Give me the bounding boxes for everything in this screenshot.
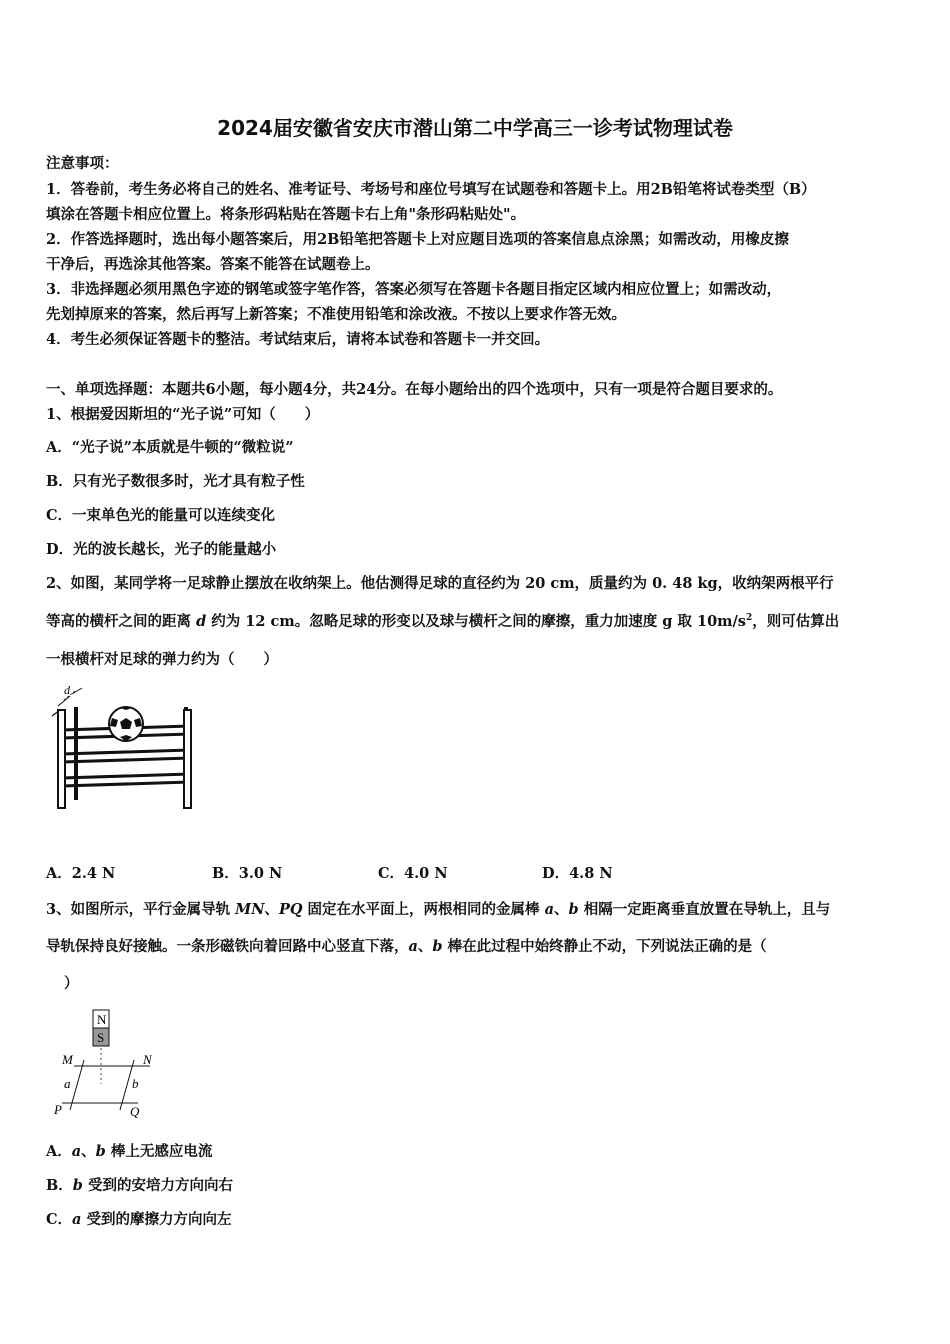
section-heading: 一、单项选择题：本题共6小题，每小题4分，共24分。在每小题给出的四个选项中，只有一项是符合题目要求的。 [46, 381, 783, 398]
q2-text: ，则可估算出 [752, 613, 840, 630]
dimension-tick [58, 696, 70, 706]
q3-option-var: b [95, 1143, 106, 1160]
q3-text: 、 [554, 901, 569, 918]
shoe-rack-figure [48, 682, 198, 814]
notice-heading: 注意事项： [46, 155, 119, 172]
q3-var-mn: MN [235, 901, 265, 918]
notice-line: 先划掉原来的答案，然后再写上新答案；不准使用铅笔和涂改液。不按以上要求作答无效。 [46, 306, 626, 323]
q3-text: 导轨保持良好接触。一条形磁铁向着回路中心竖直下落， [46, 938, 409, 955]
q2-option-a: A．2.4 N [46, 865, 116, 882]
q2-stem-line3: 一根横杆对足球的弹力约为（ ） [46, 651, 278, 668]
q3-option-b [46, 1174, 233, 1195]
q3-option-var: a [72, 1211, 82, 1228]
notice-line: 1．答卷前，考生务必将自己的姓名、准考证号、考场号和座位号填写在试题卷和答题卡上。用2B铅笔将试卷类型（B） [46, 181, 816, 198]
rack-front-right-post [184, 710, 191, 808]
q2-option-b: B．3.0 N [212, 865, 283, 882]
label-q: Q [130, 1104, 140, 1119]
notice-line: 填涂在答题卡相应位置上。将条形码粘贴在答题卡右上角"条形码粘贴处"。 [46, 206, 526, 223]
q3-option-text: C． [46, 1211, 73, 1228]
q3-text: 、 [264, 901, 279, 918]
q3-option-text: 、 [81, 1143, 96, 1160]
rail-magnet-figure [50, 1008, 170, 1120]
notice-line: 2．作答选择题时，选出每小题答案后，用2B铅笔把答题卡上对应题目选项的答案信息点涂黑；如需改动，用橡皮擦 [46, 231, 789, 248]
q3-option-text: 受到的摩擦力方向向左 [81, 1211, 232, 1228]
q3-var-b: b [432, 938, 443, 955]
q3-text: 棒在此过程中始终静止不动，下列说法正确的是（ [442, 938, 767, 955]
q2-variable-d: d [196, 613, 207, 630]
label-m: M [62, 1052, 73, 1067]
q1-option-d: D．光的波长越长，光子的能量越小 [46, 541, 277, 558]
q3-option-text: 棒上无感应电流 [105, 1143, 213, 1160]
notice-line: 4．考生必须保证答题卡的整洁。考试结束后，请将本试卷和答题卡一并交回。 [46, 331, 550, 348]
q3-option-var: b [72, 1177, 83, 1194]
label-b: b [132, 1076, 139, 1091]
label-a: a [64, 1076, 71, 1091]
q2-superscript: 2 [745, 613, 753, 624]
q1-option-b: B．只有光子数很多时，光才具有粒子性 [46, 473, 305, 490]
q3-var-a: a [408, 938, 418, 955]
q1-option-a: A．“光子说”本质就是牛顿的“微粒说” [46, 439, 294, 456]
q3-option-c [46, 1208, 232, 1229]
q2-option-c: C．4.0 N [378, 865, 448, 882]
q3-text: 3、如图所示，平行金属导轨 [46, 901, 236, 918]
q3-option-text: A． [46, 1143, 72, 1160]
q3-var-a: a [544, 901, 555, 918]
label-n-rail: N [143, 1052, 152, 1067]
label-p: P [54, 1102, 62, 1117]
q3-stem-line1 [46, 898, 830, 919]
page-title: 2024届安徽省安庆市潜山第二中学高三一诊考试物理试卷 [217, 116, 733, 140]
q3-option-a [46, 1140, 212, 1161]
q3-var-pq: PQ [278, 901, 303, 918]
magnet-label-n: N [97, 1012, 107, 1027]
q3-text: 相隔一定距离垂直放置在导轨上，且与 [578, 901, 831, 918]
q3-option-var: a [71, 1143, 82, 1160]
q3-stem-line3: ） [64, 975, 79, 992]
football [109, 707, 143, 741]
notice-line: 干净后，再选涂其他答案。答案不能答在试题卷上。 [46, 256, 380, 273]
q2-stem-line1: 2、如图，某同学将一足球静止摆放在收纳架上。他估测得足球的直径约为 20 cm，质量约为 0. 48 kg，收纳架两根平行 [46, 575, 834, 592]
dimension-tick [72, 688, 82, 694]
q3-stem-line2 [46, 935, 767, 956]
q3-option-text: 受到的安培力方向向右 [82, 1177, 233, 1194]
figure-label-d: d [64, 683, 70, 697]
q3-text: 固定在水平面上，两根相同的金属棒 [302, 901, 545, 918]
magnet-label-s: S [97, 1030, 105, 1045]
q1-stem: 1、根据爱因斯坦的“光子说”可知（ ） [46, 406, 320, 423]
q1-option-c: C．一束单色光的能量可以连续变化 [46, 507, 276, 524]
q2-text: 约为 12 cm。忽略足球的形变以及球与横杆之间的摩擦，重力加速度 g 取 10m/s [206, 613, 746, 630]
q3-var-b: b [568, 901, 579, 918]
q2-text: 等高的横杆之间的距离 [46, 613, 197, 630]
q2-stem-line2 [46, 610, 839, 631]
notice-line: 3．非选择题必须用黑色字迹的钢笔或签字笔作答，答案必须写在答题卡各题目指定区域内相应位置上；如需改动， [46, 281, 782, 298]
rack-front-left-post [58, 710, 65, 808]
q3-text: 、 [417, 938, 433, 955]
q2-option-d: D．4.8 N [542, 865, 613, 882]
q3-option-text: B． [46, 1177, 73, 1194]
